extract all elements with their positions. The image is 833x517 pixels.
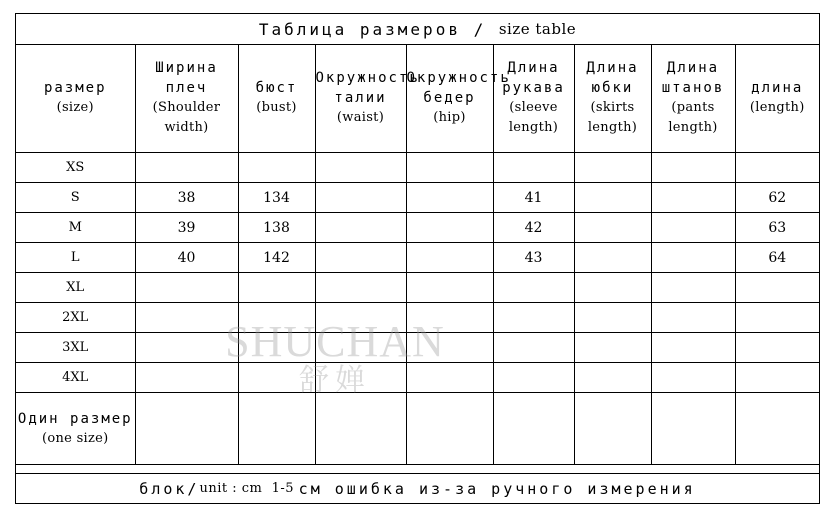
table-row bbox=[16, 213, 819, 243]
watermark-en: SHUCHAN bbox=[225, 317, 445, 366]
table-cell bbox=[735, 393, 819, 465]
table-cell: 43 bbox=[493, 243, 574, 273]
table-cell bbox=[315, 273, 406, 303]
table-cell bbox=[315, 213, 406, 243]
header-row bbox=[16, 44, 819, 153]
table-cell bbox=[651, 213, 735, 243]
table-cell bbox=[135, 153, 238, 183]
table-cell bbox=[651, 273, 735, 303]
table-cell bbox=[238, 153, 315, 183]
table-cell bbox=[574, 243, 651, 273]
table-cell bbox=[493, 153, 574, 183]
col-header-shoulder: Ширина плеч (Shoulder width) bbox=[135, 44, 238, 153]
table-cell bbox=[735, 273, 819, 303]
table-cell bbox=[574, 333, 651, 363]
table-row bbox=[16, 363, 819, 393]
table-cell bbox=[493, 363, 574, 393]
watermark-zh: 舒婵 bbox=[299, 363, 371, 398]
note-ru-end: см ошибка из-за ручного измерения bbox=[298, 479, 696, 498]
table-cell bbox=[238, 393, 315, 465]
table-cell bbox=[651, 183, 735, 213]
measurement-note bbox=[16, 473, 819, 503]
table-cell bbox=[315, 303, 406, 333]
table-cell bbox=[135, 393, 238, 465]
note-unit: unit : cm 1-5 bbox=[199, 481, 299, 496]
col-header-hip: Окружность бедер (hip) bbox=[406, 44, 493, 153]
table-cell bbox=[493, 303, 574, 333]
col-header-bust: бюст (bust) bbox=[238, 44, 315, 153]
title-ru: Таблица размеров bbox=[258, 19, 461, 39]
table-row bbox=[16, 243, 819, 273]
col-header-size: размер (size) bbox=[16, 44, 135, 153]
table-cell bbox=[135, 363, 238, 393]
table-cell bbox=[651, 333, 735, 363]
size-cell-one-size: Один размер (one size) bbox=[16, 393, 135, 465]
size-cell: M bbox=[16, 213, 135, 243]
size-cell: 3XL bbox=[16, 333, 135, 363]
table-cell bbox=[406, 153, 493, 183]
table-cell bbox=[651, 303, 735, 333]
table-cell bbox=[406, 333, 493, 363]
col-header-waist: Окружность талии (waist) bbox=[315, 44, 406, 153]
table-cell bbox=[735, 303, 819, 333]
size-cell: XL bbox=[16, 273, 135, 303]
table-cell bbox=[651, 363, 735, 393]
title-en: size table bbox=[498, 20, 577, 38]
title-separator: / bbox=[460, 19, 499, 39]
table-cell: 142 bbox=[238, 243, 315, 273]
table-cell bbox=[574, 213, 651, 243]
table-title bbox=[16, 14, 819, 45]
size-table bbox=[16, 44, 819, 465]
table-row bbox=[16, 153, 819, 183]
table-cell bbox=[135, 303, 238, 333]
size-cell: 2XL bbox=[16, 303, 135, 333]
table-cell bbox=[651, 243, 735, 273]
table-cell bbox=[493, 273, 574, 303]
table-row bbox=[16, 303, 819, 333]
table-cell: 40 bbox=[135, 243, 238, 273]
size-cell: 4XL bbox=[16, 363, 135, 393]
table-cell bbox=[735, 333, 819, 363]
table-cell bbox=[406, 273, 493, 303]
table-cell bbox=[574, 363, 651, 393]
table-cell bbox=[315, 393, 406, 465]
table-cell bbox=[574, 303, 651, 333]
table-cell bbox=[406, 213, 493, 243]
table-cell: 38 bbox=[135, 183, 238, 213]
table-cell bbox=[406, 183, 493, 213]
table-cell bbox=[651, 393, 735, 465]
table-cell bbox=[315, 363, 406, 393]
table-cell bbox=[651, 153, 735, 183]
table-cell bbox=[493, 333, 574, 363]
table-cell bbox=[735, 153, 819, 183]
col-header-skirt: Длина юбки (skirts length) bbox=[574, 44, 651, 153]
table-row bbox=[16, 183, 819, 213]
table-cell bbox=[735, 363, 819, 393]
table-cell bbox=[238, 303, 315, 333]
table-row-one-size bbox=[16, 393, 819, 465]
table-cell bbox=[406, 243, 493, 273]
note-ru-start: блок/ bbox=[139, 479, 200, 498]
table-cell bbox=[493, 393, 574, 465]
size-cell: S bbox=[16, 183, 135, 213]
table-row bbox=[16, 273, 819, 303]
table-cell bbox=[315, 333, 406, 363]
size-cell: XS bbox=[16, 153, 135, 183]
table-cell bbox=[406, 303, 493, 333]
table-cell bbox=[238, 363, 315, 393]
table-cell: 39 bbox=[135, 213, 238, 243]
size-table-sheet bbox=[15, 13, 820, 504]
table-cell bbox=[574, 273, 651, 303]
col-header-sleeve: Длина рукава (sleeve length) bbox=[493, 44, 574, 153]
table-cell: 63 bbox=[735, 213, 819, 243]
table-cell: 62 bbox=[735, 183, 819, 213]
table-row bbox=[16, 333, 819, 363]
table-cell: 138 bbox=[238, 213, 315, 243]
table-cell: 134 bbox=[238, 183, 315, 213]
table-cell bbox=[315, 243, 406, 273]
table-cell bbox=[406, 363, 493, 393]
table-cell bbox=[238, 273, 315, 303]
table-cell bbox=[315, 183, 406, 213]
size-cell: L bbox=[16, 243, 135, 273]
table-cell: 42 bbox=[493, 213, 574, 243]
table-cell bbox=[406, 393, 493, 465]
table-cell: 41 bbox=[493, 183, 574, 213]
table-cell bbox=[238, 333, 315, 363]
table-cell bbox=[135, 273, 238, 303]
col-header-pants: Длина штанов (pants length) bbox=[651, 44, 735, 153]
table-cell: 64 bbox=[735, 243, 819, 273]
table-cell bbox=[574, 183, 651, 213]
col-header-length: длина (length) bbox=[735, 44, 819, 153]
table-cell bbox=[315, 153, 406, 183]
table-cell bbox=[135, 333, 238, 363]
table-cell bbox=[574, 153, 651, 183]
table-cell bbox=[574, 393, 651, 465]
